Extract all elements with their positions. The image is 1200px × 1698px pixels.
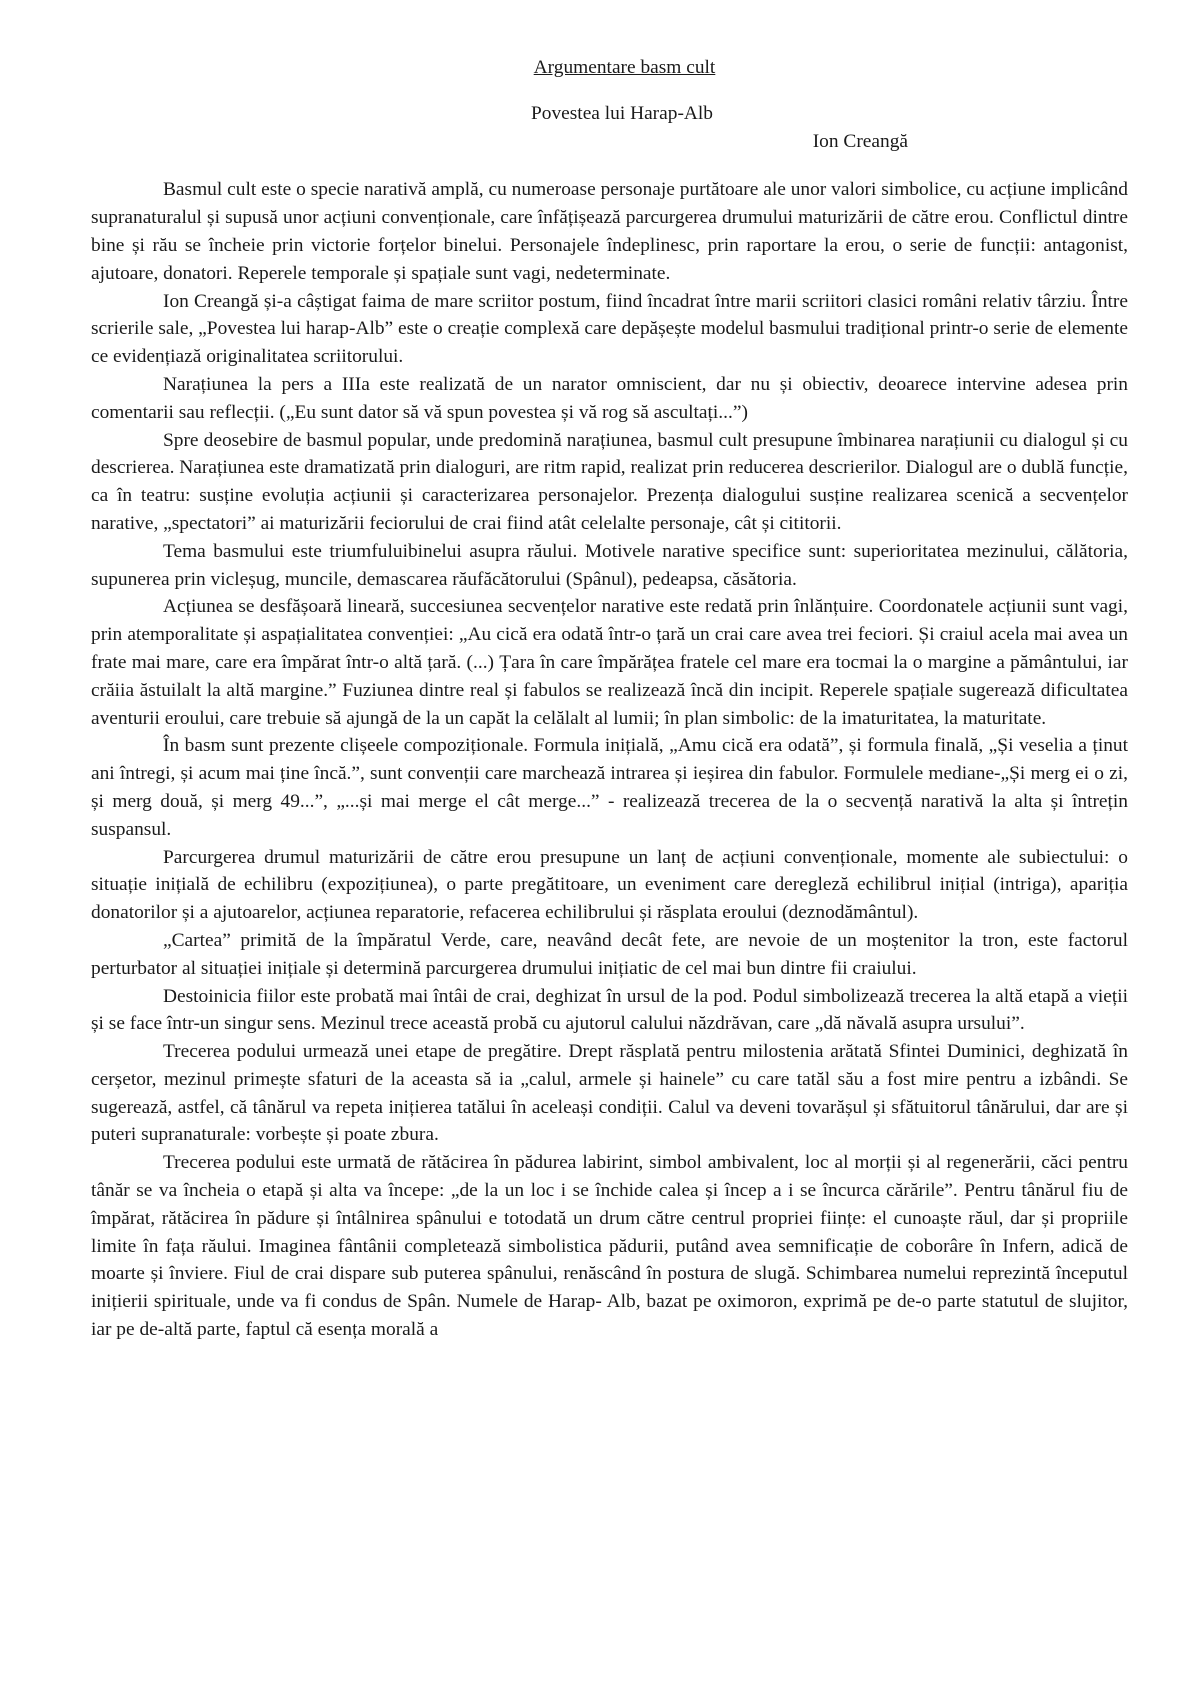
document-title: Argumentare basm cult [533, 57, 716, 78]
document-author: Ion Creangă [812, 130, 908, 152]
paragraph-dialogue: Spre deosebire de basmul popular, unde predomină narațiunea, basmul cult presupune îmbinarea narațiunii cu dialogul și cu descrierea. Narațiunea este dramatizată prin dialoguri, are ritm rapid, realizat prin reducerea descrierilor. Dialogul are o dublă funcție, ca în teatru: susține evoluția acțiunii și caracterizarea personajelor. Prezența dialogului susține realizarea scenică a secvențelor narative, „spectatori” ai maturizării feciorului de crai fiind atât celelalte personaje, cât și cititorii. [91, 429, 1128, 534]
paragraph-theme: Tema basmului este triumfuluibinelui asupra răului. Motivele narative specifice sunt: superioritatea mezinului, călătoria, supunerea prin vicleșug, muncile, demascarea răufăcătorului (Spânul), pedeapsa, căsătoria. [91, 540, 1128, 590]
paragraph-bridge-test: Destoinicia fiilor este probată mai întâi de crai, deghizat în ursul de la pod. Podul simbolizează trecerea la altă etapă a vieții și se face într-un singur sens. Mezinul trece această probă cu ajutorul calului năzdrăvan, care „dă năvală asupra ursului”. [91, 985, 1128, 1035]
paragraph-letter: „Cartea” primită de la împăratul Verde, care, neavând decât fete, are nevoie de un moștenitor la tron, este factorul perturbator al situației inițiale și determină parcurgerea drumului inițiatic de cel mai bun dintre fii craiului. [91, 929, 1128, 979]
paragraph-forest: Trecerea podului este urmată de rătăcirea în pădurea labirint, simbol ambivalent, loc al morții și al regenerării, căci pentru tânăr se va încheia o etapă și alta va începe: „de la un loc i se închide calea și încep a i se încurca cărările”. Pentru tânărul fiu de împărat, rătăcirea în pădure și întâlnirea spânului e totodată un drum către centrul propriei ființe: el cunoaște răul, dar și propriile limite în fața răului. Imaginea fântânii completează simbolistica pădurii, putând avea semnificație de coborâre în Infern, adică de moarte și înviere. Fiul de crai dispare sub puterea spânului, renăscând în postura de slugă. Schimbarea numelui reprezintă începutul inițierii spirituale, unde va fi condus de Spân. Numele de Harap- Alb, bazat pe oximoron, exprimă pe de-o parte statutul de slujitor, iar pe de-altă parte, faptul că esența morală a [91, 1152, 1128, 1341]
paragraph-action: Acțiunea se desfășoară lineară, succesiunea secvențelor narative este redată prin înlănțuire. Coordonatele acțiunii sunt vagi, prin atemporalitate și aspațialitatea convenției: „Au cică era odată într-o țară un crai care avea trei feciori. Și craiul acela mai avea un frate mai mare, care era împărat într-o altă țară. (...) Țara în care împărățea fratele cel mare era tocmai la o margine a pământului, iar crăiia ăstuilalt la altă margine.” Fuziunea dintre real și fabulos se realizează încă din incipit. Reperele spațiale sugerează dificultatea aventurii eroului, care trebuie să ajungă de la un capăt la celălalt al lumii; în plan simbolic: de la imaturitatea, la maturitate. [91, 596, 1128, 729]
document-subtitle: Povestea lui Harap-Alb [530, 102, 713, 124]
paragraph-plot-structure: Parcurgerea drumul maturizării de către erou presupune un lanț de acțiuni convenționale, momente ale subiectului: o situație inițială de echilibru (expozițiunea), o parte pregătitoare, un eveniment care deregleză echilibrul inițial (intriga), apariția donatorilor și a ajutoarelor, acțiunea reparatorie, refacerea echilibrului și răsplata eroului (deznodământul). [91, 846, 1128, 924]
paragraph-author-context: Ion Creangă și-a câștigat faima de mare scriitor postum, fiind încadrat între marii scriitori clasici români relativ târziu. Între scrierile sale, „Povestea lui harap-Alb” este o creație complexă care depășește modelul basmului tradițional printr-o serie de elemente ce evidențiază originalitatea scriitorului. [91, 290, 1128, 368]
document-body [91, 176, 1128, 1343]
paragraph-formulas: În basm sunt prezente clișeele compoziționale. Formula inițială, „Amu cică era odată”, și formula finală, „Și veselia a ținut ani întregi, și acum mai ține încă.”, sunt convenții care marchează intrarea și ieșirea din fabulor. Formulele mediane-„Și merg ei o zi, și merg două, și merg 49...”, „...și mai merge el cât merge...” - realizează trecerea de la o secvență narativă la alta și întrețin suspansul. [91, 735, 1128, 840]
paragraph-definition: Basmul cult este o specie narativă amplă, cu numeroase personaje purtătoare ale unor valori simbolice, cu acțiune implicând supranaturalul și supusă unor acțiuni convenționale, care înfățișează parcurgerea drumului maturizării de către erou. Conflictul dintre bine și rău se încheie prin victorie forțelor binelui. Personajele îndeplinesc, prin raportare la erou, o serie de funcții: antagonist, ajutoare, donatori. Reperele temporale și spațiale sunt vagi, nedeterminate. [91, 179, 1128, 284]
paragraph-preparation: Trecerea podului urmează unei etape de pregătire. Drept răsplată pentru milostenia arătată Sfintei Duminici, deghizată în cerșetor, mezinul primește sfaturi de la aceasta să ia „calul, armele și hainele” cu care tatăl său a fost mire pentru a izbândi. Se sugerează, astfel, că tânărul va repeta inițierea tatălui în aceleași condiții. Calul va deveni tovarășul și sfătuitorul tânărului, dar are și puteri supranaturale: vorbește și poate zbura. [91, 1041, 1128, 1146]
paragraph-narration: Narațiunea la pers a IIIa este realizată de un narator omniscient, dar nu și obiectiv, deoarece intervine adesea prin comentarii sau reflecții. („Eu sunt dator să vă spun povestea și vă rog să ascultați...”) [91, 373, 1128, 423]
